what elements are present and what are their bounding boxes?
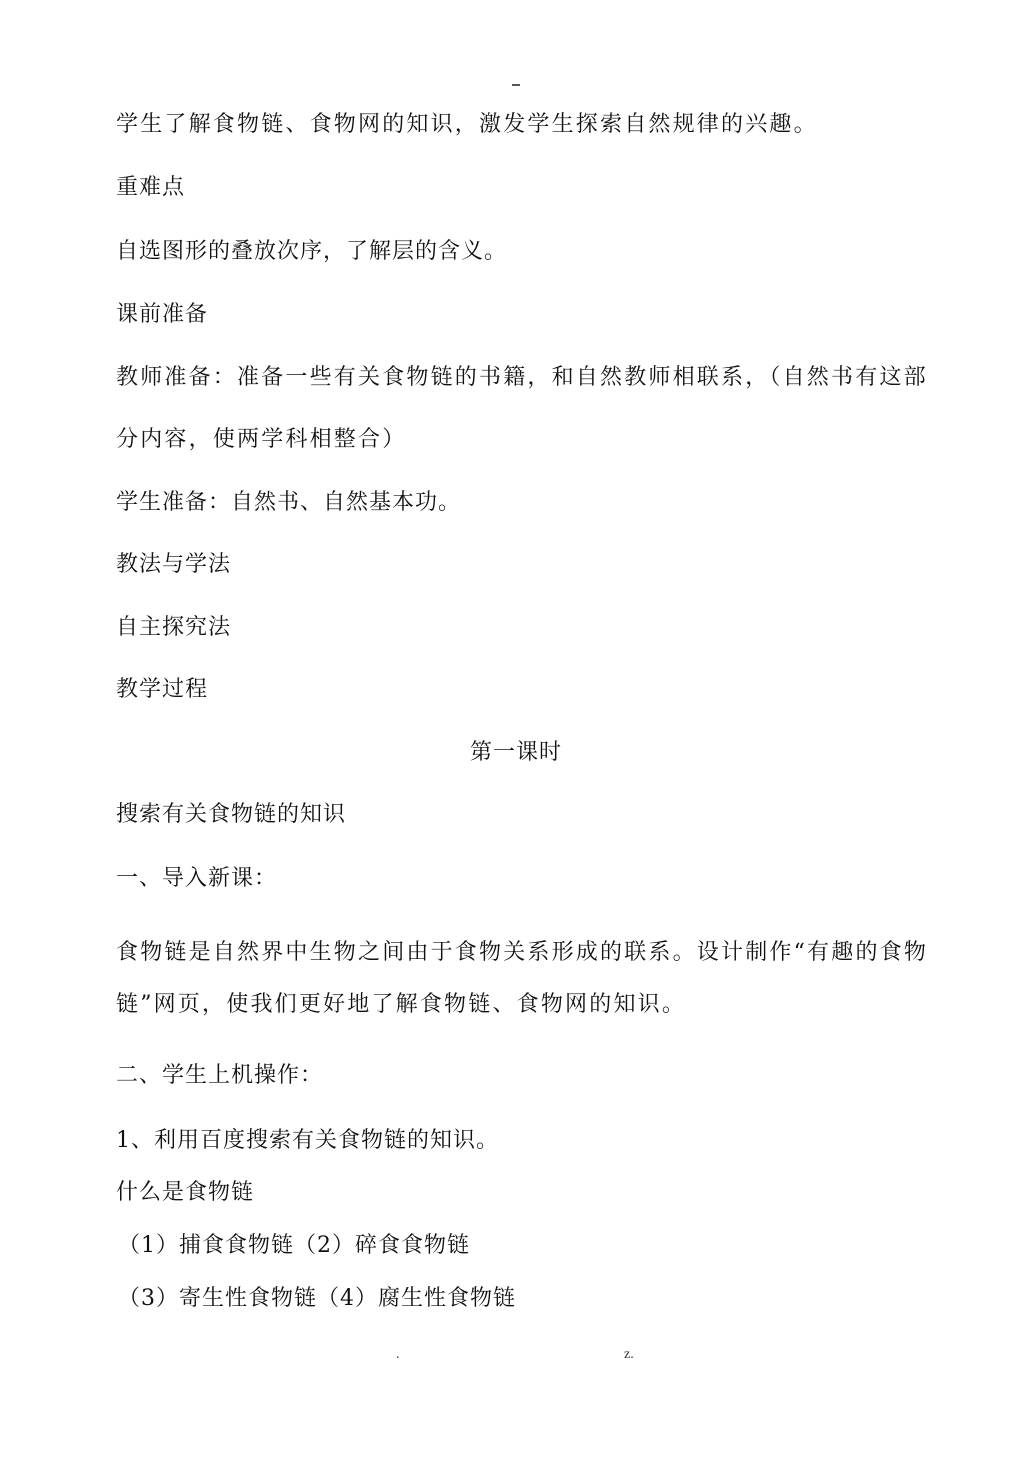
- list-food-chain-types-1: （1）捕食食物链（2）碎食食物链: [118, 1233, 470, 1258]
- paragraph-key-points: 自选图形的叠放次序，了解层的含义。: [116, 239, 508, 264]
- heading-methods: 教法与学法: [116, 552, 232, 577]
- paragraph-methods: 自主探究法: [116, 615, 232, 640]
- paragraph-goal-continuation: 学生了解食物链、食物网的知识，激发学生探索自然规律的兴趣。: [116, 112, 818, 137]
- list-item-search: 1、利用百度搜索有关食物链的知识。: [116, 1128, 499, 1153]
- heading-process: 教学过程: [116, 677, 209, 702]
- heading-student-operation: 二、学生上机操作：: [116, 1063, 324, 1088]
- paragraph-teacher-prep: 教师准备：准备一些有关食物链的书籍，和自然教师相联系，（自然书有这部: [116, 365, 928, 390]
- heading-introduction: 一、导入新课：: [116, 866, 278, 891]
- header-mark: [512, 84, 520, 86]
- section-title-first-lesson: 第一课时: [469, 740, 562, 765]
- footer-left-mark: .: [396, 1347, 400, 1362]
- heading-preparation: 课前准备: [116, 302, 209, 327]
- list-food-chain-types-2: （3）寄生性食物链（4）腐生性食物链: [118, 1286, 516, 1311]
- heading-key-points: 重难点: [116, 175, 186, 200]
- paragraph-introduction-continued: 链”网页，使我们更好地了解食物链、食物网的知识。: [116, 992, 687, 1017]
- paragraph-what-is-food-chain: 什么是食物链: [116, 1180, 255, 1205]
- paragraph-search-topic: 搜索有关食物链的知识: [116, 802, 347, 827]
- paragraph-teacher-prep-continued: 分内容，使两学科相整合）: [116, 427, 407, 452]
- paragraph-introduction: 食物链是自然界中生物之间由于食物关系形成的联系。设计制作“有趣的食物: [116, 940, 929, 965]
- footer-right-mark: z.: [624, 1347, 634, 1362]
- paragraph-student-prep: 学生准备：自然书、自然基本功。: [116, 490, 462, 515]
